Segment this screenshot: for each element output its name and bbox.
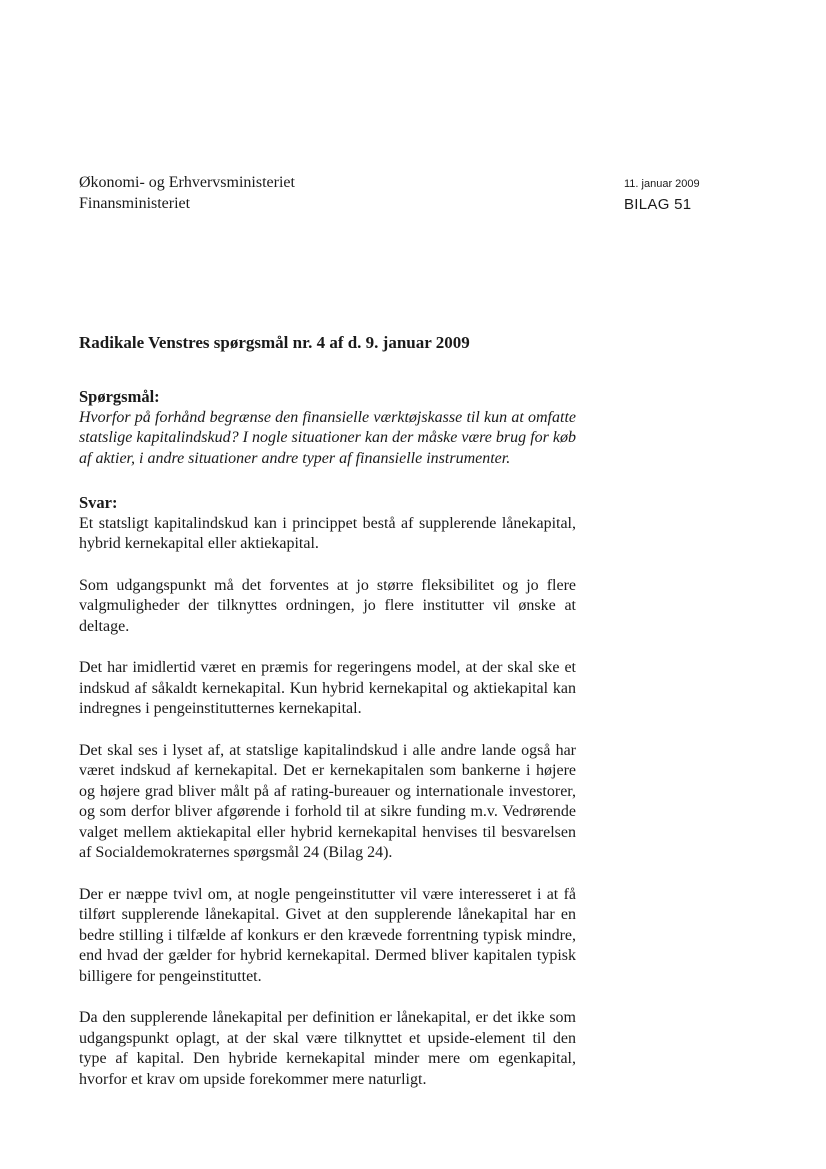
bilag-number: BILAG 51 [624,196,692,213]
answer-paragraph-4: Det skal ses i lyset af, at statslige kapitalindskud i alle andre lande også har været indskud af kernekapital. Det er kernekapitalen som bankerne i højere og højere grad bliver målt på af rating-bureauer og internationale investorer, og som derfor bliver afgørende i forhold til at sikre funding m.v. Vedrørende valget mellem aktiekapital eller hybrid kernekapital henvises til besvarelsen af Socialdemokraternes spørgsmål 24 (Bilag 24). [79,741,576,861]
ministry-header [79,172,295,214]
document-title: Radikale Venstres spørgsmål nr. 4 af d. 9. januar 2009 [79,333,470,352]
question-text: Hvorfor på forhånd begrænse den finansielle værktøjskasse til kun at omfatte statslige kapitalindskud? I nogle situationer kan der måske være brug for køb af aktier, i andre situationer andre typer af finansielle instrumenter. [79,408,576,467]
question-label: Spørgsmål: [79,387,160,406]
document-meta [624,177,700,215]
answer-paragraph-6: Da den supplerende lånekapital per definition er lånekapital, er det ikke som udgangspunkt oplagt, at der skal være tilknyttet et upside-element til den type af kapital. Den hybride kernekapital minder mere om egenkapital, hvorfor et krav om upside forekommer mere naturligt. [79,1009,576,1088]
answer-paragraph-5: Der er næppe tvivl om, at nogle pengeinstitutter vil være interesseret i at få tilført supplerende lånekapital. Givet at den supplerende lånekapital har en bedre stilling i tilfælde af konkurs er den krævede forrentning typisk mindre, end hvad der gælder for hybrid kernekapital. Dermed bliver kapitalen typisk billigere for pengeinstituttet. [79,885,576,985]
ministry-name: Økonomi- og Erhvervsministeriet [79,174,295,191]
answer-label: Svar: [79,493,118,512]
answer-paragraph-2: Som udgangspunkt må det forventes at jo større fleksibilitet og jo flere valgmuligheder der tilknyttes ordningen, jo flere institutter vil ønske at deltage. [79,576,576,635]
document-body [79,387,576,1111]
ministry-subname: Finansministeriet [79,195,191,212]
document-date: 11. januar 2009 [624,178,700,190]
answer-paragraph-3: Det har imidlertid været en præmis for regeringens model, at der skal ske et indskud af såkaldt kernekapital. Kun hybrid kernekapital og aktiekapital kan indregnes i pengeinstitutternes kernekapital. [79,659,576,717]
answer-paragraph-1: Et statsligt kapitalindskud kan i princippet bestå af supplerende lånekapital, hybrid kernekapital eller aktiekapital. [79,514,576,552]
